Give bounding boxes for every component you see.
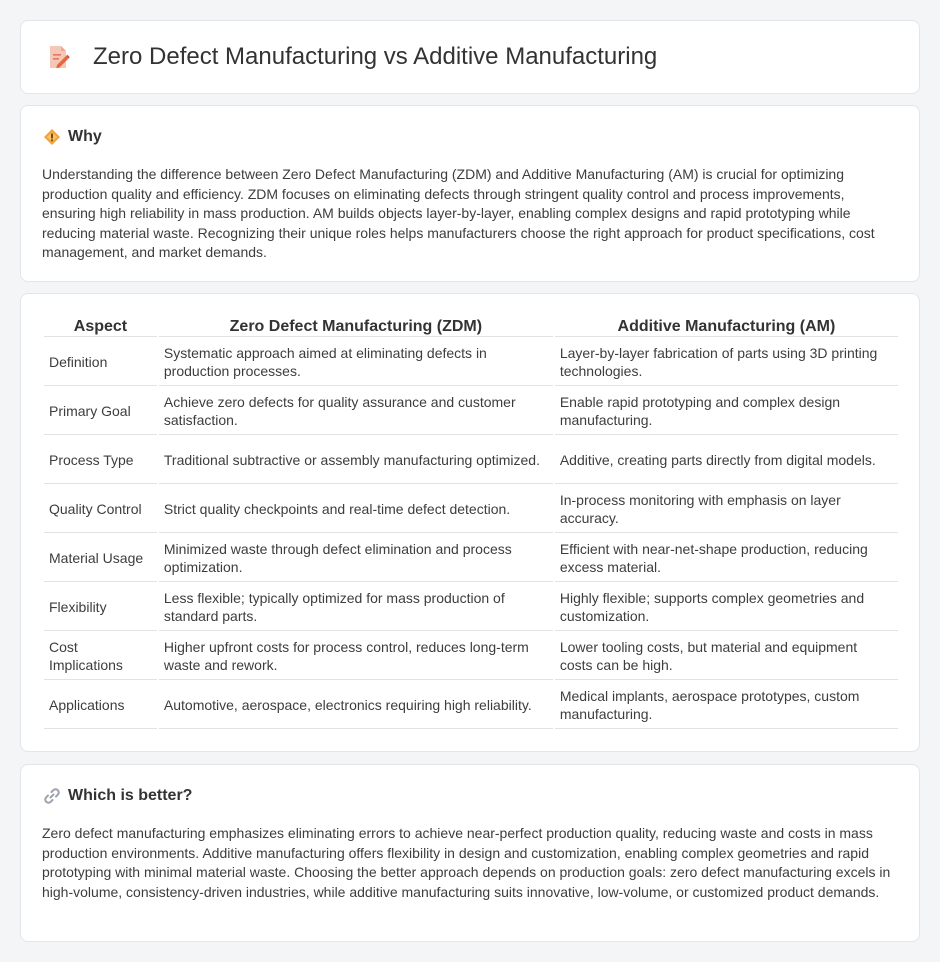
why-text: Understanding the difference between Zero Defect Manufacturing (ZDM) and Additive Manufacturing (AM) is crucial for optimizing production quality and efficiency. ZDM focuses on eliminating defects through stringent quality control and process improvements, ensuring high reliability in mass production. AM builds objects layer-by-layer, enabling complex designs and rapid prototyping while reducing material waste. Recognizing their unique roles helps manufacturers choose the right approach for product specifications, cost management, and market demands. — [42, 166, 875, 261]
row-zdm: Strict quality checkpoints and real-time defect detection. — [159, 486, 553, 533]
row-aspect: Quality Control — [44, 486, 157, 533]
better-text: Zero defect manufacturing emphasizes eliminating errors to achieve near-perfect production quality, reducing waste and costs in mass production environments. Additive manufacturing offers flexibility in design and customization, enabling complex geometries and rapid prototyping with minimal material waste. Choosing the better approach depends on production goals: zero defect manufacturing excels in high-volume, consistency-driven industries, while additive manufacturing suits innovative, low-volume, or customized product demands. — [42, 825, 891, 900]
header-am: Additive Manufacturing (AM) — [555, 317, 898, 337]
row-zdm: Achieve zero defects for quality assurance and customer satisfaction. — [159, 388, 553, 435]
title-row — [47, 43, 657, 71]
which-better-section — [20, 764, 920, 942]
row-am: Enable rapid prototyping and complex design manufacturing. — [555, 388, 898, 435]
comparison-table — [42, 315, 900, 731]
row-aspect: Cost Implications — [44, 633, 157, 680]
table-row — [44, 486, 898, 533]
comparison-section — [20, 293, 920, 752]
row-am: Highly flexible; supports complex geometries and customization. — [555, 584, 898, 631]
title-card — [20, 20, 920, 94]
row-zdm: Systematic approach aimed at eliminating defects in production processes. — [159, 339, 553, 386]
row-am: Layer-by-layer fabrication of parts using 3D printing technologies. — [555, 339, 898, 386]
row-aspect: Primary Goal — [44, 388, 157, 435]
document-edit-icon — [47, 43, 71, 71]
why-section — [20, 105, 920, 282]
row-zdm: Less flexible; typically optimized for mass production of standard parts. — [159, 584, 553, 631]
table-row — [44, 584, 898, 631]
row-zdm: Higher upfront costs for process control, reduces long-term waste and rework. — [159, 633, 553, 680]
row-zdm: Minimized waste through defect elimination and process optimization. — [159, 535, 553, 582]
row-zdm: Automotive, aerospace, electronics requiring high reliability. — [159, 682, 553, 729]
why-header — [43, 128, 102, 146]
row-zdm: Traditional subtractive or assembly manufacturing optimized. — [159, 437, 553, 484]
row-am: Medical implants, aerospace prototypes, custom manufacturing. — [555, 682, 898, 729]
page-title: Zero Defect Manufacturing vs Additive Manufacturing — [93, 43, 658, 70]
row-aspect: Flexibility — [44, 584, 157, 631]
table-row — [44, 339, 898, 386]
table-row — [44, 388, 898, 435]
row-am: Lower tooling costs, but material and equipment costs can be high. — [555, 633, 898, 680]
row-aspect: Material Usage — [44, 535, 157, 582]
table-row — [44, 437, 898, 484]
header-aspect: Aspect — [44, 317, 157, 337]
link-icon — [43, 787, 61, 805]
better-heading: Which is better? — [68, 787, 193, 804]
row-am: In-process monitoring with emphasis on layer accuracy. — [555, 486, 898, 533]
table-row — [44, 633, 898, 680]
row-aspect: Process Type — [44, 437, 157, 484]
row-am: Additive, creating parts directly from digital models. — [555, 437, 898, 484]
better-header — [43, 787, 192, 805]
row-am: Efficient with near-net-shape production, reducing excess material. — [555, 535, 898, 582]
table-header-row — [44, 317, 898, 337]
why-heading: Why — [68, 128, 102, 145]
header-zdm: Zero Defect Manufacturing (ZDM) — [159, 317, 553, 337]
row-aspect: Definition — [44, 339, 157, 386]
row-aspect: Applications — [44, 682, 157, 729]
diamond-warning-icon — [43, 128, 61, 146]
table-row — [44, 682, 898, 729]
table-row — [44, 535, 898, 582]
